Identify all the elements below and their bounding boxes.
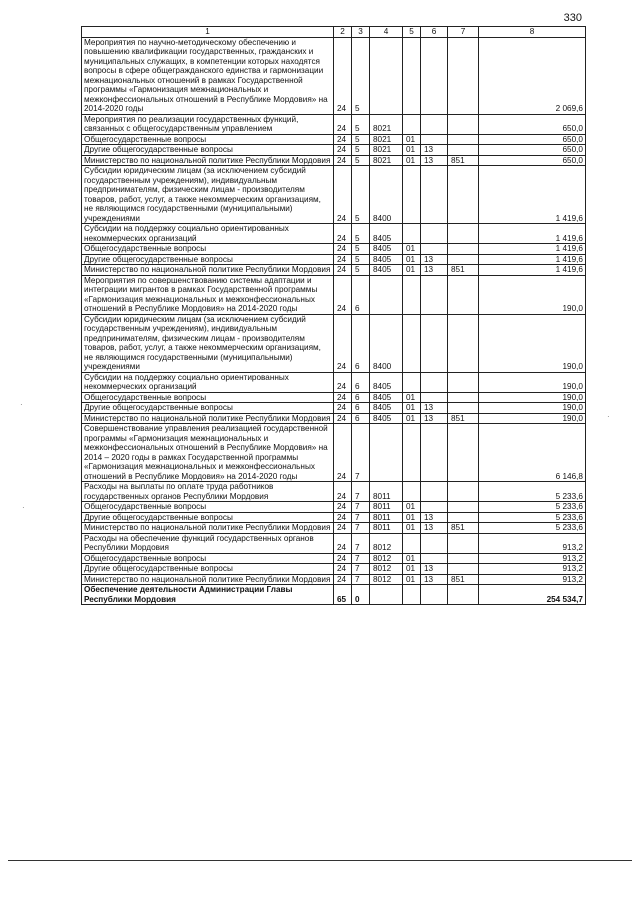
- amount-cell: 650,0: [479, 114, 586, 134]
- amount-cell: 1 419,6: [479, 224, 586, 244]
- table-row: [82, 166, 586, 224]
- code-3-cell: 5: [352, 155, 370, 166]
- code-7-cell: [448, 392, 479, 403]
- code-2-cell: 24: [334, 145, 352, 156]
- code-6-cell: 13: [421, 254, 448, 265]
- code-7-cell: [448, 482, 479, 502]
- code-3-cell: 5: [352, 254, 370, 265]
- code-2-cell: 65: [334, 585, 352, 605]
- code-6-cell: [421, 114, 448, 134]
- code-6-cell: 13: [421, 413, 448, 424]
- code-5-cell: 01: [403, 553, 421, 564]
- code-5-cell: 01: [403, 392, 421, 403]
- code-3-cell: 7: [352, 482, 370, 502]
- code-6-cell: 13: [421, 145, 448, 156]
- item-name-cell: Министерство по национальной политике Республики Мордовия: [82, 265, 334, 276]
- amount-cell: 650,0: [479, 134, 586, 145]
- code-2-cell: 24: [334, 372, 352, 392]
- table-row: [82, 512, 586, 523]
- item-name-cell: Другие общегосударственные вопросы: [82, 564, 334, 575]
- code-2-cell: 24: [334, 314, 352, 372]
- code-5-cell: [403, 114, 421, 134]
- code-3-cell: 5: [352, 114, 370, 134]
- table-row: [82, 403, 586, 414]
- code-7-cell: [448, 553, 479, 564]
- code-7-cell: [448, 424, 479, 482]
- code-3-cell: 7: [352, 512, 370, 523]
- table-row: [82, 564, 586, 575]
- code-7-cell: [448, 372, 479, 392]
- code-6-cell: [421, 372, 448, 392]
- amount-cell: 5 233,6: [479, 482, 586, 502]
- code-2-cell: 24: [334, 553, 352, 564]
- code-7-cell: 851: [448, 523, 479, 534]
- code-5-cell: [403, 37, 421, 114]
- code-7-cell: [448, 114, 479, 134]
- table-row: [82, 574, 586, 585]
- code-4-cell: 8011: [370, 512, 403, 523]
- table-row: [82, 533, 586, 553]
- code-3-cell: 6: [352, 392, 370, 403]
- code-5-cell: [403, 314, 421, 372]
- column-header: 4: [370, 27, 403, 38]
- code-5-cell: 01: [403, 265, 421, 276]
- amount-cell: 913,2: [479, 574, 586, 585]
- code-4-cell: [370, 37, 403, 114]
- code-3-cell: 5: [352, 134, 370, 145]
- code-4-cell: 8021: [370, 145, 403, 156]
- code-5-cell: [403, 372, 421, 392]
- table-row: [82, 523, 586, 534]
- page-number: 330: [563, 12, 582, 24]
- code-6-cell: [421, 166, 448, 224]
- item-name-cell: Министерство по национальной политике Республики Мордовия: [82, 523, 334, 534]
- code-6-cell: [421, 424, 448, 482]
- amount-cell: 190,0: [479, 403, 586, 414]
- amount-cell: 1 419,6: [479, 265, 586, 276]
- code-5-cell: 01: [403, 254, 421, 265]
- item-name-cell: Субсидии юридическим лицам (за исключением субсидий государственным учреждениям), индивидуальным предпринимателям, физическим лицам - производителям товаров, работ, услуг, а также некоммерческим организациям, не являющимся государственными (муниципальными) учреждениями: [82, 166, 334, 224]
- code-2-cell: 24: [334, 155, 352, 166]
- table-row: [82, 145, 586, 156]
- code-4-cell: 8405: [370, 413, 403, 424]
- code-3-cell: 7: [352, 574, 370, 585]
- code-2-cell: 24: [334, 134, 352, 145]
- item-name-cell: Общегосударственные вопросы: [82, 244, 334, 255]
- code-4-cell: 8021: [370, 155, 403, 166]
- code-3-cell: 6: [352, 275, 370, 314]
- amount-cell: 190,0: [479, 372, 586, 392]
- code-4-cell: 8011: [370, 482, 403, 502]
- table-row: [82, 134, 586, 145]
- item-name-cell: Другие общегосударственные вопросы: [82, 145, 334, 156]
- code-2-cell: 24: [334, 413, 352, 424]
- code-3-cell: 5: [352, 224, 370, 244]
- code-3-cell: 6: [352, 372, 370, 392]
- code-7-cell: [448, 585, 479, 605]
- amount-cell: 190,0: [479, 392, 586, 403]
- code-6-cell: [421, 37, 448, 114]
- code-3-cell: 6: [352, 314, 370, 372]
- amount-cell: 1 419,6: [479, 244, 586, 255]
- scan-speck: ·: [20, 400, 23, 409]
- code-6-cell: 13: [421, 574, 448, 585]
- code-3-cell: 6: [352, 413, 370, 424]
- column-header: 3: [352, 27, 370, 38]
- code-7-cell: [448, 275, 479, 314]
- code-6-cell: [421, 275, 448, 314]
- code-7-cell: [448, 134, 479, 145]
- column-header: 2: [334, 27, 352, 38]
- column-header: 8: [479, 27, 586, 38]
- code-7-cell: [448, 403, 479, 414]
- code-2-cell: 24: [334, 533, 352, 553]
- code-5-cell: [403, 275, 421, 314]
- code-4-cell: 8011: [370, 523, 403, 534]
- code-4-cell: 8405: [370, 403, 403, 414]
- item-name-cell: Совершенствование управления реализацией государственной программы «Гармонизация межнациональных и межконфессиональных отношений в Республике Мордовия» на 2014 – 2020 годы в рамках Государственной программы «Гармонизация межнациональных и межконфессиональных отношений в Республике Мордовия» на 2014-2020 годы: [82, 424, 334, 482]
- code-4-cell: 8405: [370, 372, 403, 392]
- code-4-cell: 8011: [370, 502, 403, 513]
- code-5-cell: [403, 166, 421, 224]
- code-6-cell: 13: [421, 403, 448, 414]
- table-row: [82, 553, 586, 564]
- code-5-cell: 01: [403, 574, 421, 585]
- item-name-cell: Министерство по национальной политике Республики Мордовия: [82, 155, 334, 166]
- item-name-cell: Мероприятия по научно-методическому обеспечению и повышению квалификации государственных, гражданских и муниципальных служащих, в компетенции которых находятся вопросы в сфере общегражданского единства и гармонизации межнациональных отношений в рамках Государственной программы «Гармонизация межнациональных и межконфессиональных отношений в Республике Мордовия» на 2014-2020 годы: [82, 37, 334, 114]
- code-7-cell: [448, 512, 479, 523]
- amount-cell: 650,0: [479, 155, 586, 166]
- code-6-cell: [421, 502, 448, 513]
- code-2-cell: 24: [334, 403, 352, 414]
- table-row: [82, 502, 586, 513]
- table-row: [82, 244, 586, 255]
- item-name-cell: Обеспечение деятельности Администрации Главы Республики Мордовия: [82, 585, 334, 605]
- code-5-cell: [403, 424, 421, 482]
- code-6-cell: [421, 224, 448, 244]
- amount-cell: 913,2: [479, 553, 586, 564]
- item-name-cell: Общегосударственные вопросы: [82, 553, 334, 564]
- table-row: [82, 392, 586, 403]
- code-5-cell: 01: [403, 502, 421, 513]
- table-row: [82, 424, 586, 482]
- item-name-cell: Субсидии юридическим лицам (за исключением субсидий государственным учреждениям), индивидуальным предпринимателям, физическим лицам - производителям товаров, работ, услуг, а также некоммерческим организациям, не являющимся государственными (муниципальными) учреждениями: [82, 314, 334, 372]
- code-7-cell: 851: [448, 265, 479, 276]
- code-3-cell: 5: [352, 244, 370, 255]
- item-name-cell: Расходы на обеспечение функций государственных органов Республики Мордовия: [82, 533, 334, 553]
- amount-cell: 2 069,6: [479, 37, 586, 114]
- table-row: [82, 114, 586, 134]
- code-5-cell: 01: [403, 413, 421, 424]
- code-3-cell: 5: [352, 166, 370, 224]
- code-4-cell: 8400: [370, 314, 403, 372]
- table-row: [82, 224, 586, 244]
- code-3-cell: 7: [352, 502, 370, 513]
- item-name-cell: Другие общегосударственные вопросы: [82, 403, 334, 414]
- code-7-cell: [448, 145, 479, 156]
- code-2-cell: 24: [334, 166, 352, 224]
- code-3-cell: 5: [352, 37, 370, 114]
- amount-cell: 190,0: [479, 314, 586, 372]
- amount-cell: 650,0: [479, 145, 586, 156]
- code-7-cell: [448, 533, 479, 553]
- column-header: 1: [82, 27, 334, 38]
- code-7-cell: [448, 224, 479, 244]
- code-5-cell: 01: [403, 155, 421, 166]
- code-5-cell: 01: [403, 145, 421, 156]
- code-3-cell: 7: [352, 533, 370, 553]
- table-row: [82, 265, 586, 276]
- code-4-cell: 8405: [370, 224, 403, 244]
- amount-cell: 190,0: [479, 275, 586, 314]
- item-name-cell: Общегосударственные вопросы: [82, 502, 334, 513]
- code-4-cell: 8405: [370, 244, 403, 255]
- code-7-cell: [448, 37, 479, 114]
- code-7-cell: 851: [448, 574, 479, 585]
- code-4-cell: [370, 275, 403, 314]
- item-name-cell: Расходы на выплаты по оплате труда работников государственных органов Республики Мордовия: [82, 482, 334, 502]
- table-row: [82, 413, 586, 424]
- column-header: 6: [421, 27, 448, 38]
- code-5-cell: 01: [403, 134, 421, 145]
- code-6-cell: 13: [421, 564, 448, 575]
- code-2-cell: 24: [334, 224, 352, 244]
- code-4-cell: 8012: [370, 553, 403, 564]
- code-2-cell: 24: [334, 482, 352, 502]
- scan-speck: ·: [22, 503, 25, 512]
- item-name-cell: Другие общегосударственные вопросы: [82, 512, 334, 523]
- code-3-cell: 6: [352, 403, 370, 414]
- code-5-cell: 01: [403, 244, 421, 255]
- code-6-cell: [421, 533, 448, 553]
- code-7-cell: 851: [448, 155, 479, 166]
- table-row: [82, 314, 586, 372]
- code-2-cell: 24: [334, 114, 352, 134]
- code-4-cell: [370, 424, 403, 482]
- code-7-cell: [448, 254, 479, 265]
- code-6-cell: 13: [421, 523, 448, 534]
- amount-cell: 6 146,8: [479, 424, 586, 482]
- code-7-cell: [448, 244, 479, 255]
- code-6-cell: [421, 392, 448, 403]
- code-7-cell: [448, 166, 479, 224]
- code-5-cell: [403, 533, 421, 553]
- code-6-cell: [421, 134, 448, 145]
- code-7-cell: [448, 564, 479, 575]
- code-5-cell: 01: [403, 564, 421, 575]
- table-row: [82, 37, 586, 114]
- table-row: [82, 275, 586, 314]
- budget-table: [81, 26, 586, 605]
- item-name-cell: Министерство по национальной политике Республики Мордовия: [82, 413, 334, 424]
- amount-cell: 1 419,6: [479, 254, 586, 265]
- code-3-cell: 0: [352, 585, 370, 605]
- code-5-cell: 01: [403, 403, 421, 414]
- code-2-cell: 24: [334, 254, 352, 265]
- code-4-cell: 8012: [370, 533, 403, 553]
- code-2-cell: 24: [334, 37, 352, 114]
- code-6-cell: [421, 553, 448, 564]
- code-6-cell: [421, 482, 448, 502]
- table-header-row: [82, 27, 586, 38]
- item-name-cell: Общегосударственные вопросы: [82, 392, 334, 403]
- column-header: 7: [448, 27, 479, 38]
- code-3-cell: 7: [352, 424, 370, 482]
- code-4-cell: 8021: [370, 134, 403, 145]
- code-3-cell: 5: [352, 145, 370, 156]
- code-2-cell: 24: [334, 574, 352, 585]
- item-name-cell: Мероприятия по реализации государственных функций, связанных с общегосударственным управлением: [82, 114, 334, 134]
- amount-cell: 5 233,6: [479, 523, 586, 534]
- code-2-cell: 24: [334, 275, 352, 314]
- code-2-cell: 24: [334, 392, 352, 403]
- code-3-cell: 5: [352, 265, 370, 276]
- code-2-cell: 24: [334, 424, 352, 482]
- code-2-cell: 24: [334, 244, 352, 255]
- code-5-cell: [403, 482, 421, 502]
- amount-cell: 913,2: [479, 564, 586, 575]
- code-4-cell: 8405: [370, 254, 403, 265]
- code-6-cell: 13: [421, 265, 448, 276]
- code-2-cell: 24: [334, 564, 352, 575]
- code-3-cell: 7: [352, 553, 370, 564]
- code-7-cell: [448, 502, 479, 513]
- code-6-cell: 13: [421, 512, 448, 523]
- code-4-cell: 8012: [370, 574, 403, 585]
- scan-speck: ·: [607, 412, 610, 421]
- column-header: 5: [403, 27, 421, 38]
- code-5-cell: 01: [403, 523, 421, 534]
- table-row: [82, 585, 586, 605]
- table-row: [82, 482, 586, 502]
- code-4-cell: 8400: [370, 166, 403, 224]
- amount-cell: 190,0: [479, 413, 586, 424]
- table-row: [82, 372, 586, 392]
- code-5-cell: [403, 585, 421, 605]
- code-5-cell: 01: [403, 512, 421, 523]
- code-6-cell: [421, 244, 448, 255]
- code-2-cell: 24: [334, 502, 352, 513]
- amount-cell: 5 233,6: [479, 512, 586, 523]
- amount-cell: 913,2: [479, 533, 586, 553]
- item-name-cell: Мероприятия по совершенствованию системы адаптации и интеграции мигрантов в рамках Государственной программы «Гармонизация межнациональных и межконфессиональных отношений в Республике Мордовия» на 2014-2020 годы: [82, 275, 334, 314]
- code-6-cell: [421, 585, 448, 605]
- code-4-cell: 8021: [370, 114, 403, 134]
- table-row: [82, 254, 586, 265]
- page-bottom-rule: [8, 860, 632, 861]
- code-6-cell: [421, 314, 448, 372]
- code-4-cell: 8012: [370, 564, 403, 575]
- code-4-cell: [370, 585, 403, 605]
- amount-cell: 1 419,6: [479, 166, 586, 224]
- item-name-cell: Министерство по национальной политике Республики Мордовия: [82, 574, 334, 585]
- code-3-cell: 7: [352, 523, 370, 534]
- amount-cell: 5 233,6: [479, 502, 586, 513]
- code-4-cell: 8405: [370, 392, 403, 403]
- code-5-cell: [403, 224, 421, 244]
- code-3-cell: 7: [352, 564, 370, 575]
- code-6-cell: 13: [421, 155, 448, 166]
- item-name-cell: Общегосударственные вопросы: [82, 134, 334, 145]
- code-7-cell: 851: [448, 413, 479, 424]
- item-name-cell: Субсидии на поддержку социально ориентированных некоммерческих организаций: [82, 372, 334, 392]
- item-name-cell: Другие общегосударственные вопросы: [82, 254, 334, 265]
- item-name-cell: Субсидии на поддержку социально ориентированных некоммерческих организаций: [82, 224, 334, 244]
- table-row: [82, 155, 586, 166]
- code-2-cell: 24: [334, 523, 352, 534]
- code-2-cell: 24: [334, 512, 352, 523]
- amount-cell: 254 534,7: [479, 585, 586, 605]
- code-2-cell: 24: [334, 265, 352, 276]
- code-7-cell: [448, 314, 479, 372]
- code-4-cell: 8405: [370, 265, 403, 276]
